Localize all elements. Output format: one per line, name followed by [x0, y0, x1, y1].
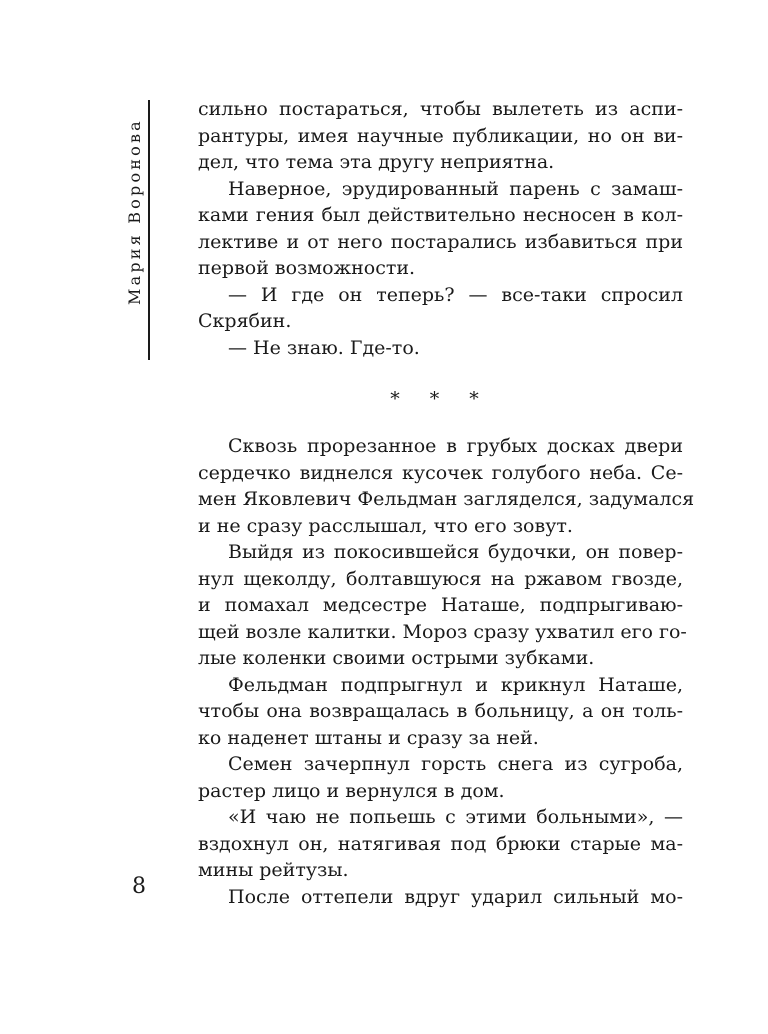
text-line: — Не знаю. Где-то.	[228, 336, 420, 359]
text-line: сердечко виднелся кусочек голубого неба. Се-	[198, 461, 683, 484]
text-line: Семен зачерпнул горсть снега из сугроба,	[228, 753, 683, 775]
text-line: дел, что тема эта другу неприятна.	[198, 151, 555, 173]
running-head	[115, 100, 155, 360]
text-line: и не сразу расслышал, что его зовут.	[198, 514, 573, 537]
text-line: Выйдя из покосившейся будочки, он повер-	[228, 541, 683, 563]
text-line: — И где он теперь? — все-таки спросил	[228, 283, 683, 306]
text-line: первой возможности.	[198, 257, 416, 279]
text-line: мен Яковлевич Фельдман загляделся, задумался	[198, 488, 695, 510]
text-line: Сквозь прорезанное в грубых досках двери	[228, 435, 683, 457]
text-line: лые коленки своими острыми зубками.	[198, 647, 595, 669]
section-break-asterism: * * *	[390, 388, 491, 410]
text-line: нул щеколду, болтавшуюся на ржавом гвозде,	[198, 567, 683, 590]
text-line: После оттепели вдруг ударил сильный мо-	[228, 885, 683, 908]
text-line: мины рейтузы.	[198, 859, 349, 881]
text-line: вздохнул он, натягивая под брюки старые ма-	[198, 832, 683, 855]
text-line: растер лицо и вернулся в дом.	[198, 779, 505, 802]
text-line: чтобы она возвращалась в больницу, а он толь-	[198, 700, 683, 722]
text-line: и помахал медсестре Наташе, подпрыгиваю-	[198, 594, 683, 616]
text-line: ко наденет штаны и сразу за ней.	[198, 726, 539, 749]
text-line: «И чаю не попьешь с этими больными», —	[228, 806, 683, 828]
text-block-second	[198, 433, 695, 910]
text-line: сильно постараться, чтобы вылететь из аспи-	[198, 98, 683, 120]
text-line: ками гения был действительно несносен в кол-	[198, 204, 683, 226]
running-head-author: Мария Воронова	[125, 118, 144, 305]
text-line: Наверное, эрудированный парень с замаш-	[228, 177, 683, 200]
text-block-first	[198, 96, 683, 361]
text-line: рантуры, имея научные публикации, но он ви-	[198, 124, 683, 147]
running-head-rule	[148, 100, 150, 360]
text-line: щей возле калитки. Мороз сразу ухватил его го-	[198, 620, 687, 643]
page-number: 8	[132, 874, 146, 899]
text-line: Скрябин.	[198, 310, 292, 332]
text-line: лективе и от него постарались избавиться при	[198, 230, 683, 253]
text-line: Фельдман подпрыгнул и крикнул Наташе,	[228, 673, 683, 696]
